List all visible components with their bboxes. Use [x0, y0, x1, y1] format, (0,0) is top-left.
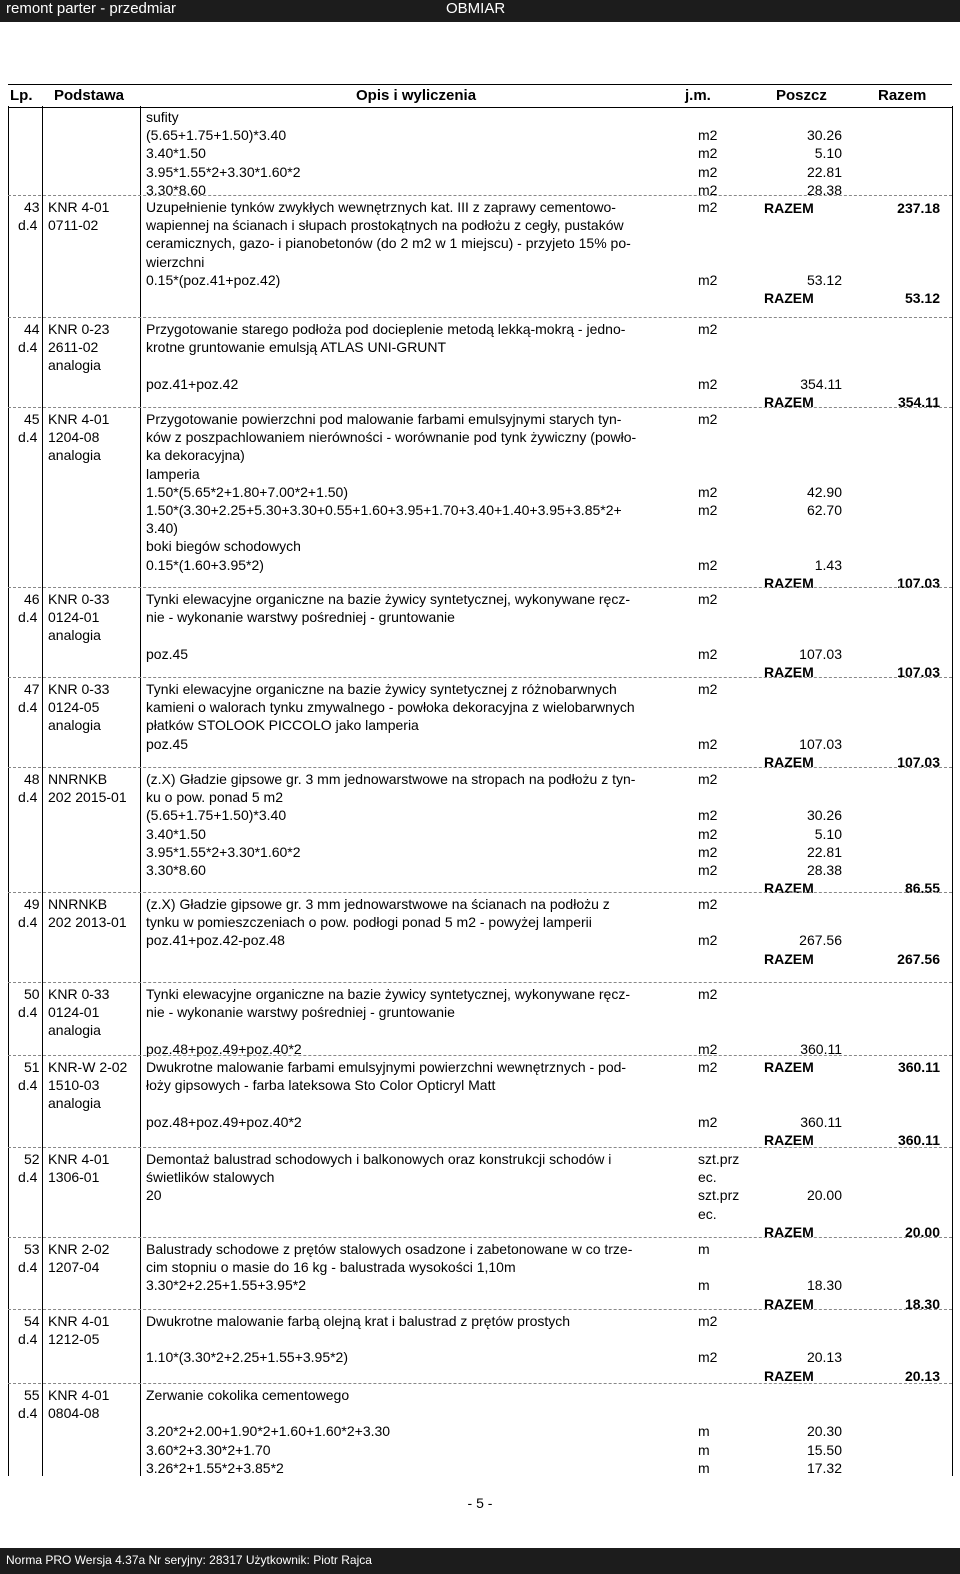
- item-base: KNR 4-01: [48, 1313, 110, 1329]
- measurement-formula: 1.50*(5.65*2+1.80+7.00*2+1.50): [146, 483, 349, 500]
- measurement-value: 5.10: [814, 825, 842, 842]
- item-description: Dwukrotne malowanie farbami emulsyjnymi powierzchni wewnętrznych - pod-: [146, 1059, 627, 1075]
- measurement-unit: ec.: [698, 1205, 717, 1222]
- razem-label: RAZEM: [764, 200, 814, 216]
- item-base: KNR 2-02: [48, 1241, 110, 1257]
- row-separator: [8, 1055, 952, 1056]
- item-description: Demontaż balustrad schodowych i balkonowych oraz konstrukcji schodów i: [146, 1151, 612, 1167]
- razem-label: RAZEM: [764, 290, 814, 306]
- measurement-formula: 3.30*2+2.25+1.55+3.95*2: [146, 1277, 306, 1294]
- col-total: Razem: [878, 87, 927, 104]
- item-description: (z.X) Gładzie gipsowe gr. 3 mm jednowarstwowe na stropach na podłożu z tyn-: [146, 771, 636, 787]
- item-dept: d.4: [18, 1331, 38, 1348]
- measurement-unit: m2: [698, 1040, 718, 1057]
- item-number: 52: [24, 1151, 40, 1167]
- measurement-formula: poz.45: [146, 645, 189, 662]
- item-description: wapiennej na ścianach i słupach prostokątnych na podłożu z cegły, pustaków: [146, 217, 624, 234]
- item-number: 53: [24, 1241, 40, 1257]
- page-number: - 5 -: [467, 1495, 493, 1511]
- item-base: NNRNKB: [48, 771, 108, 787]
- item-dept: d.4: [18, 699, 38, 716]
- measurement-formula: poz.41+poz.42: [146, 375, 239, 392]
- item-base: KNR 0-33: [48, 681, 110, 697]
- item-base: 0804-08: [48, 1405, 100, 1422]
- measurement-value: 360.11: [800, 1113, 842, 1130]
- razem-label: RAZEM: [764, 1223, 814, 1240]
- item-number: 50: [24, 986, 40, 1002]
- row-separator: [8, 767, 952, 768]
- item-base: analogia: [48, 1022, 101, 1039]
- measurement-unit: m2: [698, 163, 718, 180]
- document-section: OBMIAR: [446, 0, 506, 17]
- item-description: nie - wykonanie warstwy pośredniej - gruntowanie: [146, 1004, 455, 1021]
- measurement-value: 22.81: [806, 843, 842, 860]
- measurement-formula: 3.40*1.50: [146, 145, 206, 162]
- item-base: KNR 0-23: [48, 321, 110, 337]
- item-unit: m2: [698, 771, 718, 787]
- item-description: Tynki elewacyjne organiczne na bazie żywicy syntetycznej z różnobarwnych: [146, 681, 617, 697]
- item-description: kamieni o walorach tynku zmywalnego - powłoka dekoracyjna z wielobarwnych: [146, 699, 635, 716]
- footer: [0, 1548, 960, 1574]
- razem-label: RAZEM: [764, 663, 814, 680]
- item-unit: m2: [698, 896, 718, 912]
- razem-value: 360.11: [897, 1131, 940, 1148]
- measurement-unit: m2: [698, 932, 718, 949]
- razem-label: RAZEM: [764, 1367, 814, 1384]
- item-number: 43: [24, 199, 40, 215]
- item-unit: m2: [698, 199, 718, 215]
- razem-value: 107.03: [897, 663, 940, 680]
- item-number: 44: [24, 321, 40, 337]
- item-description: świetlików stalowych: [146, 1169, 275, 1186]
- item-description: płatków STOLOOK PICCOLO jako lamperia: [146, 717, 419, 734]
- item-base: 1207-04: [48, 1259, 100, 1276]
- col-unit: j.m.: [685, 87, 711, 104]
- item-description: wierzchni: [146, 253, 205, 270]
- item-description: ku o pow. ponad 5 m2: [146, 789, 283, 806]
- measurement-formula: 0.15*(1.60+3.95*2): [146, 556, 264, 573]
- measurement-formula: (5.65+1.75+1.50)*3.40: [146, 127, 287, 144]
- measurement-value: 17.32: [806, 1459, 842, 1476]
- measurement-unit: m2: [698, 556, 718, 573]
- item-description: Dwukrotne malowanie farbą olejną krat i balustrad z prętów prostych: [146, 1313, 571, 1329]
- measurement-value: 53.12: [806, 271, 842, 288]
- razem-label: RAZEM: [764, 1131, 814, 1148]
- item-description: ków z poszpachlowaniem nierówności - worównanie pod tynk żywiczny (powło-: [146, 429, 637, 446]
- item-base: KNR 0-33: [48, 986, 110, 1002]
- row-separator: [8, 1309, 952, 1310]
- measurement-unit: m2: [698, 1349, 718, 1366]
- item-base: 0124-01: [48, 609, 100, 626]
- measurement-unit: m2: [698, 375, 718, 392]
- item-number: 45: [24, 411, 40, 427]
- item-description: Zerwanie cokolika cementowego: [146, 1387, 350, 1403]
- item-base: 1306-01: [48, 1169, 100, 1186]
- measurement-unit: m: [698, 1441, 710, 1458]
- measurement-value: 20.00: [806, 1187, 842, 1204]
- item-base: analogia: [48, 1095, 101, 1112]
- razem-label: RAZEM: [764, 753, 814, 770]
- grid-line: [140, 106, 141, 1476]
- measurement-value: 354.11: [800, 375, 842, 392]
- table-header: [8, 84, 952, 108]
- item-description: lamperia: [146, 465, 200, 482]
- grid-line: [952, 106, 953, 1476]
- measurement-unit: m2: [698, 502, 718, 518]
- item-base: KNR 4-01: [48, 1387, 110, 1403]
- item-dept: d.4: [18, 1405, 38, 1422]
- measurement-unit: m2: [698, 145, 718, 162]
- item-unit: m2: [698, 321, 718, 337]
- item-unit: m2: [698, 1313, 718, 1329]
- item-dept: d.4: [18, 609, 38, 626]
- measurement-formula: 3.30*8.60: [146, 181, 206, 198]
- item-base: 1212-05: [48, 1331, 100, 1348]
- item-number: 47: [24, 681, 40, 697]
- item-dept: d.4: [18, 789, 38, 806]
- item-description: Tynki elewacyjne organiczne na bazie żywicy syntetycznej, wykonywane ręcz-: [146, 591, 630, 607]
- item-dept: d.4: [18, 914, 38, 931]
- item-description: krotne gruntowanie emulsją ATLAS UNI-GRUNT: [146, 339, 447, 356]
- item-base: KNR 4-01: [48, 199, 110, 215]
- item-base: 1204-08: [48, 429, 100, 446]
- item-base: analogia: [48, 627, 101, 644]
- measurement-value: 28.38: [806, 181, 842, 198]
- measurement-formula: 1.10*(3.30*2+2.25+1.55+3.95*2): [146, 1349, 349, 1366]
- measurement-value: 30.26: [806, 807, 842, 824]
- document-title: remont parter - przedmiar: [6, 0, 177, 17]
- item-base: analogia: [48, 447, 101, 464]
- measurement-unit: m2: [698, 181, 718, 198]
- razem-label: RAZEM: [764, 1058, 814, 1075]
- razem-value: 53.12: [904, 290, 940, 306]
- razem-value: 237.18: [897, 200, 940, 216]
- measurement-value: 1.43: [814, 556, 842, 573]
- measurement-value: 28.38: [806, 862, 842, 878]
- item-description: (z.X) Gładzie gipsowe gr. 3 mm jednowarstwowe na ścianach na podłożu z: [146, 896, 610, 912]
- razem-value: 20.00: [904, 1223, 940, 1240]
- row-separator: [8, 195, 952, 196]
- item-base: analogia: [48, 717, 101, 734]
- measurement-unit: m2: [698, 483, 718, 500]
- item-unit: m2: [698, 986, 718, 1002]
- razem-value: 267.56: [897, 950, 940, 967]
- razem-value: 360.11: [897, 1058, 940, 1075]
- item-description: nie - wykonanie warstwy pośredniej - gruntowanie: [146, 609, 455, 626]
- measurement-value: 5.10: [814, 145, 842, 162]
- item-number: 46: [24, 591, 40, 607]
- razem-value: 354.11: [897, 393, 940, 410]
- measurement-formula: 1.50*(3.30+2.25+5.30+3.30+0.55+1.60+3.95+1.70+3.40+1.40+3.95+3.85*2+: [146, 502, 622, 518]
- measurement-formula: poz.45: [146, 735, 189, 752]
- razem-label: RAZEM: [764, 950, 814, 967]
- measurement-unit: m2: [698, 645, 718, 662]
- item-number: 48: [24, 771, 40, 787]
- measurement-unit: m2: [698, 825, 718, 842]
- item-unit: m2: [698, 1059, 718, 1075]
- measurement-value: 20.13: [806, 1349, 842, 1366]
- item-base: 202 2015-01: [48, 789, 127, 806]
- measurement-unit: m2: [698, 1113, 718, 1130]
- item-base: NNRNKB: [48, 896, 108, 912]
- measurement-formula: 3.60*2+3.30*2+1.70: [146, 1441, 271, 1458]
- row-separator: [8, 1147, 952, 1148]
- row-separator: [8, 1237, 952, 1238]
- measurement-unit: m2: [698, 271, 718, 288]
- item-base: 2611-02: [48, 339, 99, 356]
- row-separator: [8, 407, 952, 408]
- measurement-formula: 0.15*(poz.41+poz.42): [146, 271, 281, 288]
- measurement-formula: 3.20*2+2.00+1.90*2+1.60+1.60*2+3.30: [146, 1423, 391, 1440]
- measurement-value: 360.11: [800, 1040, 842, 1057]
- col-desc: Opis i wyliczenia: [356, 87, 477, 104]
- item-base: 202 2013-01: [48, 914, 127, 931]
- item-description: ceramicznych, gazo- i pianobetonów (do 2 m2 w 1 miejscu) - przyjeto 15% po-: [146, 235, 631, 252]
- col-part: Poszcz: [776, 87, 827, 104]
- measurement-formula: poz.48+poz.49+poz.40*2: [146, 1040, 302, 1057]
- row-separator: [8, 317, 952, 318]
- razem-value: 18.30: [904, 1295, 940, 1312]
- measurement-value: 20.30: [806, 1423, 842, 1440]
- measurement-value: 30.26: [806, 127, 842, 144]
- measurement-unit: m2: [698, 127, 718, 144]
- item-description: Uzupełnienie tynków zwykłych wewnętrznych kat. III z zaprawy cementowo-: [146, 199, 616, 215]
- item-description: ka dekoracyjna): [146, 447, 245, 464]
- razem-value: 20.13: [904, 1367, 940, 1384]
- measurement-formula: boki biegów schodowych: [146, 538, 301, 555]
- item-unit: m2: [698, 681, 718, 697]
- row-separator: [8, 982, 952, 983]
- item-dept: d.4: [18, 1259, 38, 1276]
- razem-label: RAZEM: [764, 880, 814, 897]
- measurement-unit: m2: [698, 843, 718, 860]
- measurement-value: 22.81: [806, 163, 842, 180]
- measurement-formula: poz.48+poz.49+poz.40*2: [146, 1113, 302, 1130]
- grid-line: [42, 106, 43, 1476]
- measurement-value: 42.90: [806, 483, 842, 500]
- measurement-formula: 3.26*2+1.55*2+3.85*2: [146, 1459, 284, 1476]
- item-number: 54: [24, 1313, 40, 1329]
- grid-line: [8, 106, 9, 1476]
- measurement-unit: m2: [698, 735, 718, 752]
- measurement-value: 107.03: [799, 735, 842, 752]
- measurement-unit: m: [698, 1277, 710, 1294]
- measurement-formula: 3.95*1.55*2+3.30*1.60*2: [146, 163, 301, 180]
- razem-value: 86.55: [904, 880, 940, 897]
- item-unit: m: [698, 1241, 710, 1257]
- measurement-unit: m2: [698, 862, 718, 878]
- item-number: 49: [24, 896, 40, 912]
- razem-label: RAZEM: [764, 574, 814, 591]
- measurement-unit: m: [698, 1459, 710, 1476]
- item-number: 51: [24, 1059, 40, 1075]
- measurement-unit: m: [698, 1423, 710, 1440]
- item-description: cim stopniu o masie do 16 kg - balustrada wysokości 1,10m: [146, 1259, 516, 1276]
- measurement-value: 62.70: [806, 502, 842, 518]
- razem-label: RAZEM: [764, 1295, 814, 1312]
- item-number: 55: [24, 1387, 40, 1403]
- item-description: łoży gipsowych - farba lateksowa Sto Color Opticryl Matt: [146, 1077, 496, 1094]
- item-base: 0124-05: [48, 699, 100, 716]
- item-base: 1510-03: [48, 1077, 100, 1094]
- measurement-value: 15.50: [806, 1441, 842, 1458]
- measurement-value: 107.03: [799, 645, 842, 662]
- measurement-formula: 3.30*8.60: [146, 862, 206, 878]
- item-description: Balustrady schodowe z prętów stalowych osadzone i zabetonowane w co trze-: [146, 1241, 633, 1257]
- item-dept: d.4: [18, 217, 38, 234]
- footer-text: Norma PRO Wersja 4.37a Nr seryjny: 28317 Użytkownik: Piotr Rajca: [6, 1553, 372, 1567]
- item-unit: szt.prz ec.: [698, 1151, 740, 1185]
- measurement-unit: szt.prz: [698, 1187, 740, 1204]
- item-dept: d.4: [18, 339, 38, 356]
- item-dept: d.4: [18, 1077, 38, 1094]
- row-separator: [8, 677, 952, 678]
- item-unit: m2: [698, 591, 718, 607]
- item-dept: d.4: [18, 1004, 38, 1021]
- measurement-formula: 3.40): [146, 520, 178, 537]
- item-dept: d.4: [18, 429, 38, 446]
- row-separator: [8, 1383, 952, 1384]
- item-base: 0711-02: [48, 217, 99, 234]
- item-base: KNR 4-01: [48, 1151, 110, 1167]
- razem-value: 107.03: [897, 574, 940, 591]
- item-description: Tynki elewacyjne organiczne na bazie żywicy syntetycznej, wykonywane ręcz-: [146, 986, 630, 1002]
- document-header: [0, 0, 960, 22]
- measurement-unit: m2: [698, 807, 718, 824]
- measurement-formula: 20: [146, 1187, 162, 1204]
- item-base: KNR 0-33: [48, 591, 110, 607]
- item-description: Przygotowanie powierzchni pod malowanie farbami emulsyjnymi starych tyn-: [146, 411, 622, 427]
- measurement-value: 18.30: [806, 1277, 842, 1294]
- item-description: sufity: [146, 109, 179, 125]
- item-base: 0124-01: [48, 1004, 100, 1021]
- item-description: Przygotowanie starego podłoża pod docieplenie metodą lekką-mokrą - jedno-: [146, 321, 626, 337]
- item-base: KNR-W 2-02: [48, 1059, 128, 1075]
- item-dept: d.4: [18, 1169, 38, 1186]
- measurement-formula: 3.95*1.55*2+3.30*1.60*2: [146, 843, 301, 860]
- razem-label: RAZEM: [764, 393, 814, 410]
- item-unit: m2: [698, 411, 718, 427]
- row-separator: [8, 587, 952, 588]
- measurement-formula: (5.65+1.75+1.50)*3.40: [146, 807, 287, 824]
- item-base: analogia: [48, 357, 101, 374]
- col-lp: Lp.: [10, 87, 33, 104]
- measurement-formula: 3.40*1.50: [146, 825, 206, 842]
- row-separator: [8, 892, 952, 893]
- razem-value: 107.03: [897, 753, 940, 770]
- item-base: KNR 4-01: [48, 411, 110, 427]
- measurement-value: 267.56: [799, 932, 842, 949]
- col-base: Podstawa: [54, 87, 125, 104]
- measurement-formula: poz.41+poz.42-poz.48: [146, 932, 285, 949]
- item-description: tynku w pomieszczeniach o pow. podłogi ponad 5 m2 - powyżej lamperii: [146, 914, 592, 931]
